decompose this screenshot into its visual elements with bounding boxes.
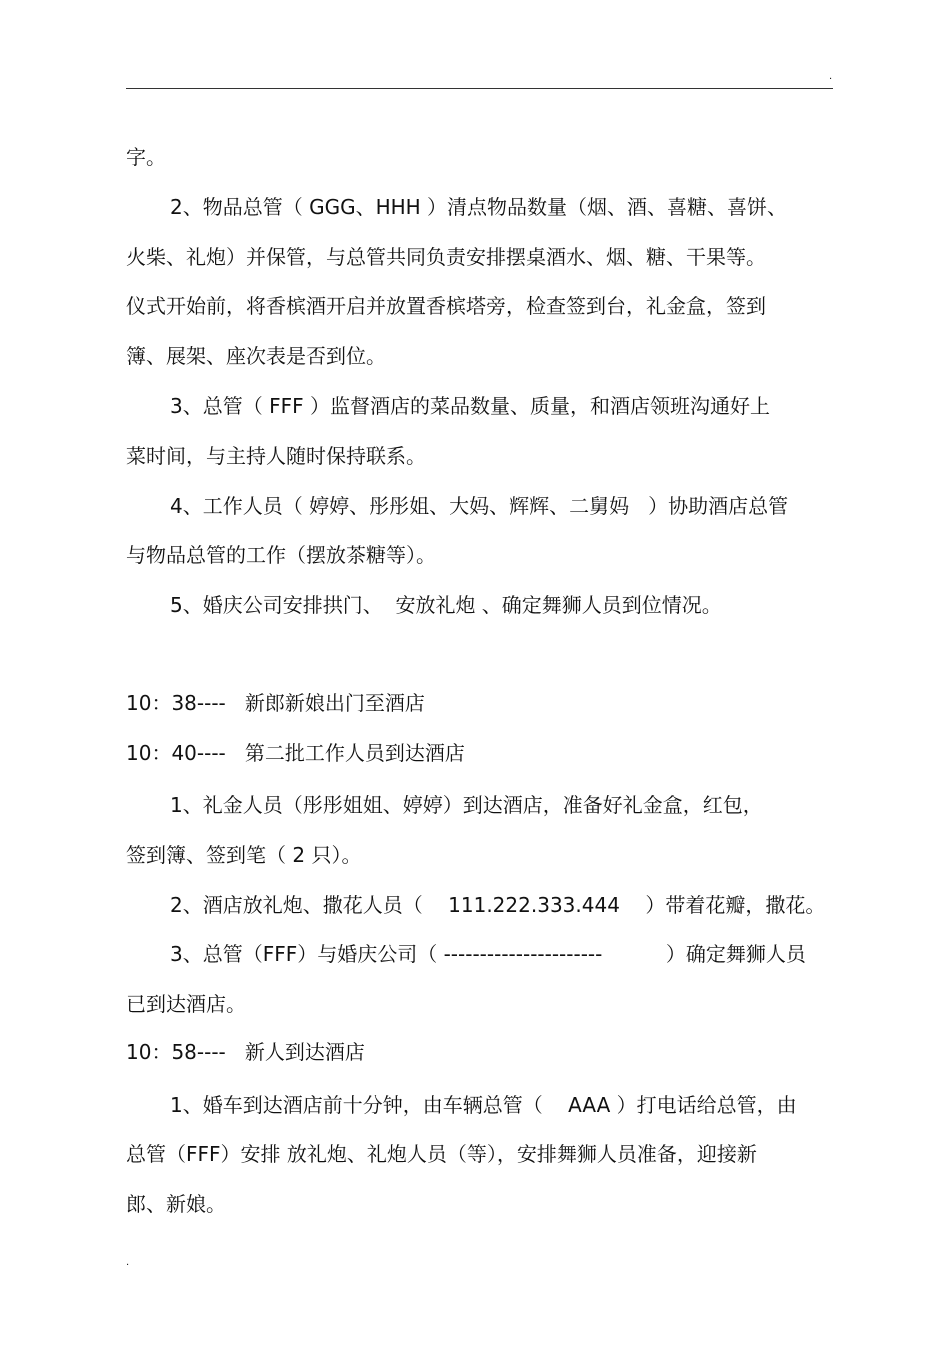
- text-line: 1、婚车到达酒店前十分钟，由车辆总管（ AAA ）打电话给总管，由: [170, 1093, 797, 1117]
- text-line: 2、物品总管（ GGG、HHH ）清点物品数量（烟、酒、喜糖、喜饼、: [170, 195, 788, 219]
- text-line: 1、礼金人员（彤彤姐姐、婷婷）到达酒店，准备好礼金盒，红包，: [170, 793, 763, 817]
- text-line: 与物品总管的工作（摆放茶糖等）。: [126, 543, 436, 567]
- text-line: 已到达酒店。: [126, 992, 246, 1016]
- header-dot: .: [829, 71, 833, 82]
- text-line: 菜时间，与主持人随时保持联系。: [126, 444, 426, 468]
- text-line: 2、酒店放礼炮、撒花人员（ 111.222.333.444 ）带着花瓣，撒花。: [170, 893, 826, 917]
- text-line: 簿、展架、座次表是否到位。: [126, 344, 386, 368]
- text-line: 总管（FFF）安排 放礼炮、礼炮人员（等），安排舞狮人员准备，迎接新: [126, 1142, 757, 1166]
- footer-dot: .: [126, 1257, 130, 1268]
- text-line: 4、工作人员（ 婷婷、彤彤姐、大妈、辉辉、二舅妈 ）协助酒店总管: [170, 494, 789, 518]
- text-line: 3、总管（ FFF ）监督酒店的菜品数量、质量，和酒店领班沟通好上: [170, 394, 770, 418]
- text-line: 3、总管（FFF）与婚庆公司（ ---------------------- ）确定舞狮人员: [170, 942, 806, 966]
- text-line: 字。: [126, 145, 166, 169]
- text-line: 郎、新娘。: [126, 1192, 226, 1216]
- text-line: 5、婚庆公司安排拱门、 安放礼炮 、确定舞狮人员到位情况。: [170, 593, 722, 617]
- text-line: 火柴、礼炮）并保管，与总管共同负责安排摆桌酒水、烟、糖、干果等。: [126, 245, 766, 269]
- text-line: 签到簿、签到笔（ 2 只）。: [126, 843, 362, 867]
- text-line: 仪式开始前，将香槟酒开启并放置香槟塔旁，检查签到台，礼金盒，签到: [126, 294, 766, 318]
- time-heading: 10：40---- 第二批工作人员到达酒店: [126, 741, 465, 765]
- time-heading: 10：58---- 新人到达酒店: [126, 1040, 365, 1064]
- header-rule: [126, 88, 833, 89]
- time-heading: 10：38---- 新郎新娘出门至酒店: [126, 691, 425, 715]
